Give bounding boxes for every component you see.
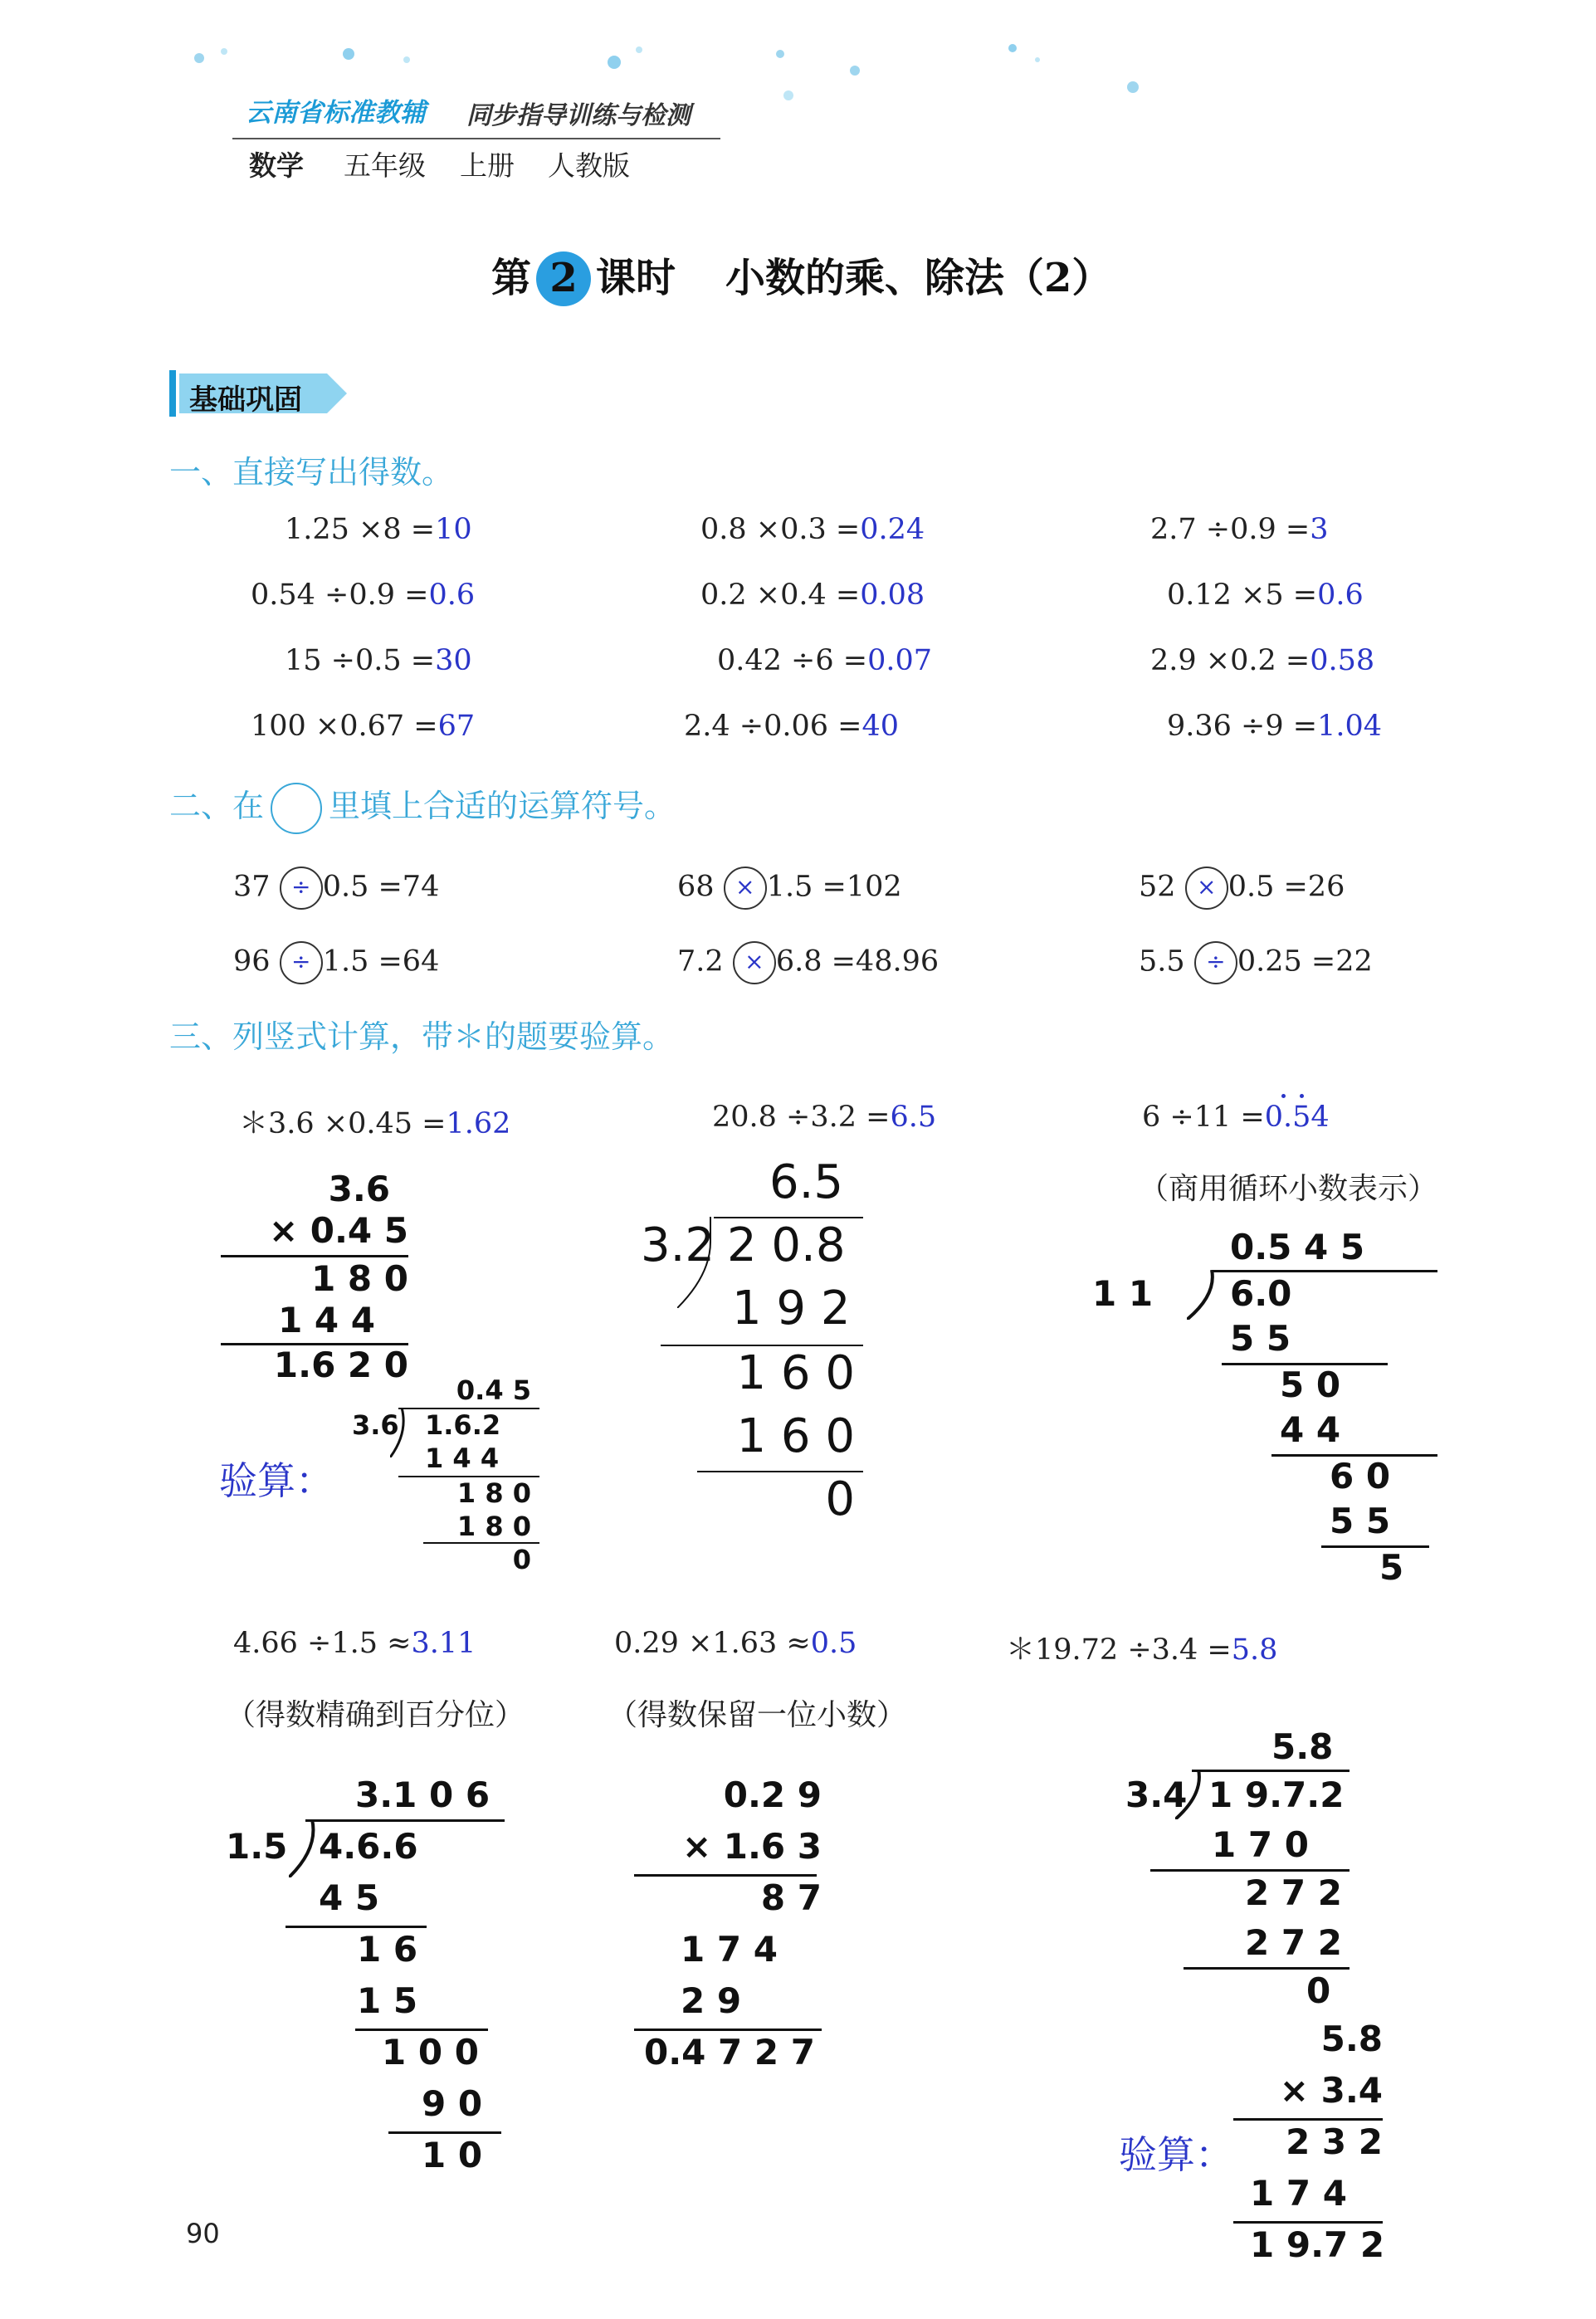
lesson-number-badge: 2 — [536, 251, 591, 306]
header-edition: 人教版 — [548, 149, 630, 182]
division-bracket — [289, 1819, 322, 1877]
part1-item: 1.25 ×8 =10 — [285, 513, 472, 546]
p5-note: （得数保留一位小数） — [608, 1698, 907, 1732]
work-division-2: 6.5 3.2 2 0.8 1 9 2 1 6 0 1 6 0 0 — [631, 1155, 863, 1545]
part1-item: 2.9 ×0.2 =0.58 — [1150, 644, 1375, 677]
division-bracket — [677, 1217, 719, 1308]
page-number: 90 — [186, 2218, 220, 2249]
work-multiplication-1: 3.6 × 0.4 5 1 8 0 1 4 4 1.6 2 0 — [217, 1169, 408, 1376]
part2-item: 96 ÷ 1.5 =64 — [233, 941, 439, 984]
lesson-name: 小数的乘、除法（2） — [725, 255, 1112, 301]
part2-item: 52 × 0.5 =26 — [1139, 867, 1345, 910]
p3-note: （商用循环小数表示） — [1139, 1172, 1438, 1206]
part1-item: 15 ÷0.5 =30 — [285, 644, 472, 677]
part3-problem: 6 ÷11 =0.54 — [1142, 1101, 1330, 1134]
lesson-prefix: 第 — [491, 255, 532, 301]
operator-circle: ÷ — [280, 867, 323, 910]
check-label: 验算： — [219, 1458, 334, 1503]
division-bracket — [390, 1408, 415, 1457]
operator-circle: × — [733, 941, 776, 984]
part2-title: 二、在 里填上合适的运算符号。 — [169, 780, 676, 834]
part1-item: 0.2 ×0.4 =0.08 — [700, 579, 925, 612]
part1-item: 9.36 ÷9 =1.04 — [1167, 710, 1383, 743]
operator-circle: ÷ — [1194, 941, 1237, 984]
work-division-6: 5.8 3.4 1 9.7.2 1 7 0 2 7 2 2 7 2 0 — [1125, 1726, 1350, 1975]
operator-circle: × — [724, 867, 767, 910]
p4-note: （得数精确到百分位） — [226, 1698, 525, 1732]
repeating-dot — [1300, 1094, 1304, 1098]
part3-problem: ＊19.72 ÷3.4 =5.8 — [1006, 1633, 1278, 1667]
division-bracket — [1175, 1770, 1208, 1819]
work-division-3: 0.5 4 5 1 1 6.0 5 5 5 0 4 4 6 0 5 5 5 — [1089, 1227, 1437, 1592]
header-brand: 云南省标准教辅 — [246, 98, 426, 128]
check-multiplication-6: 5.8 × 3.4 2 3 2 1 7 4 1 9.7 2 — [1233, 2019, 1391, 2284]
header-grade: 五年级 — [344, 149, 426, 182]
header-series: 同步指导训练与检测 — [466, 101, 691, 130]
header-subject: 数学 — [249, 149, 304, 182]
lesson-suffix: 课时 — [596, 255, 676, 301]
part1-title: 一、直接写出得数。 — [169, 454, 454, 491]
part3-problem: 0.29 ×1.63 ≈0.5 — [614, 1627, 857, 1660]
work-division-4: 3.1 0 6 1.5 4.6.6 4 5 1 6 1 5 1 0 0 9 0 1 0 — [222, 1775, 505, 2190]
part1-item: 0.12 ×5 =0.6 — [1167, 579, 1364, 612]
part3-problem: 4.66 ÷1.5 ≈3.11 — [233, 1627, 476, 1660]
header-divider — [232, 138, 720, 139]
part2-item: 37 ÷ 0.5 =74 — [233, 867, 439, 910]
part1-item: 2.4 ÷0.06 =40 — [684, 710, 900, 743]
part1-item: 0.54 ÷0.9 =0.6 — [251, 579, 476, 612]
lesson-title — [491, 246, 1111, 306]
part1-item: 2.7 ÷0.9 =3 — [1150, 513, 1329, 546]
check-division-1: 0.4 5 3.6 1.6.2 1 4 4 1 8 0 1 8 0 0 — [349, 1374, 539, 1582]
part2-item: 68 × 1.5 =102 — [677, 867, 902, 910]
part1-item: 0.42 ÷6 =0.07 — [717, 644, 933, 677]
section-tag: 基础巩固 — [169, 370, 349, 417]
part2-item: 7.2 × 6.8 =48.96 — [677, 941, 939, 984]
part1-item: 0.8 ×0.3 =0.24 — [700, 513, 925, 546]
part3-title: 三、列竖式计算，带＊的题要验算。 — [169, 1018, 675, 1055]
part1-item: 100 ×0.67 =67 — [251, 710, 476, 743]
header-volume: 上册 — [460, 149, 515, 182]
work-multiplication-5: 0.2 9 × 1.6 3 8 7 1 7 4 2 9 0.4 7 2 7 — [634, 1775, 833, 2090]
check-label: 验算： — [1119, 2132, 1233, 2177]
operator-circle: ÷ — [280, 941, 323, 984]
operator-circle: × — [1185, 867, 1228, 910]
part3-problem: ＊3.6 ×0.45 =1.62 — [239, 1107, 511, 1140]
blank-circle-icon — [271, 783, 322, 834]
part3-problem: 20.8 ÷3.2 =6.5 — [712, 1101, 937, 1134]
division-bracket — [1187, 1270, 1220, 1320]
repeating-dot — [1281, 1094, 1286, 1098]
part2-item: 5.5 ÷ 0.25 =22 — [1139, 941, 1373, 984]
